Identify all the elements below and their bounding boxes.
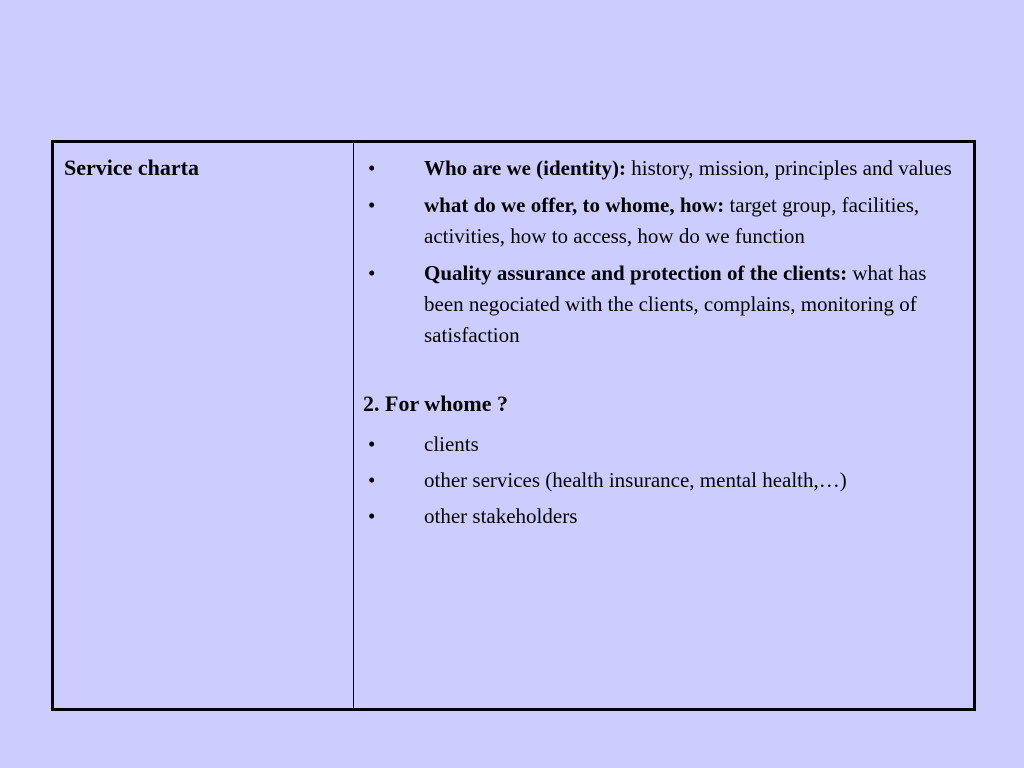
bullet-heading: Who are we (identity):	[424, 156, 626, 180]
bullet-heading: Quality assurance and protection of the clients:	[424, 261, 848, 285]
right-cell	[354, 143, 973, 708]
service-charta-table	[51, 140, 976, 711]
list-item	[363, 501, 953, 532]
bullet-list-bottom	[363, 429, 953, 532]
bullet-text	[424, 153, 953, 184]
bullet-icon: •	[368, 156, 376, 180]
list-item	[363, 190, 953, 252]
section-heading: 2. For whome ?	[363, 391, 509, 416]
bullet-icon: •	[368, 468, 376, 492]
bullet-text	[424, 190, 953, 252]
list-item	[363, 465, 953, 496]
bullet-icon: •	[368, 504, 376, 528]
bullet-text: other stakeholders	[424, 504, 578, 528]
bullet-text	[424, 258, 953, 351]
bullet-icon: •	[368, 261, 376, 285]
bullet-body: target group, facilities, activities, how to access, how do we function	[424, 193, 920, 248]
bullet-heading: what do we offer, to whome, how:	[424, 193, 725, 217]
bullet-text: clients	[424, 432, 479, 456]
bullet-body: what has been negociated with the clients, complains, monitoring of satisfaction	[424, 261, 927, 347]
left-cell	[54, 143, 354, 708]
bullet-text: other services (health insurance, mental health,…)	[424, 468, 847, 492]
list-item	[363, 429, 953, 460]
bullet-list-top	[363, 153, 953, 351]
bullet-icon: •	[368, 193, 376, 217]
cell-title: Service charta	[64, 155, 199, 180]
bullet-icon: •	[368, 432, 376, 456]
list-item	[363, 153, 953, 184]
bullet-body: history, mission, principles and values	[626, 156, 952, 180]
list-item	[363, 258, 953, 351]
